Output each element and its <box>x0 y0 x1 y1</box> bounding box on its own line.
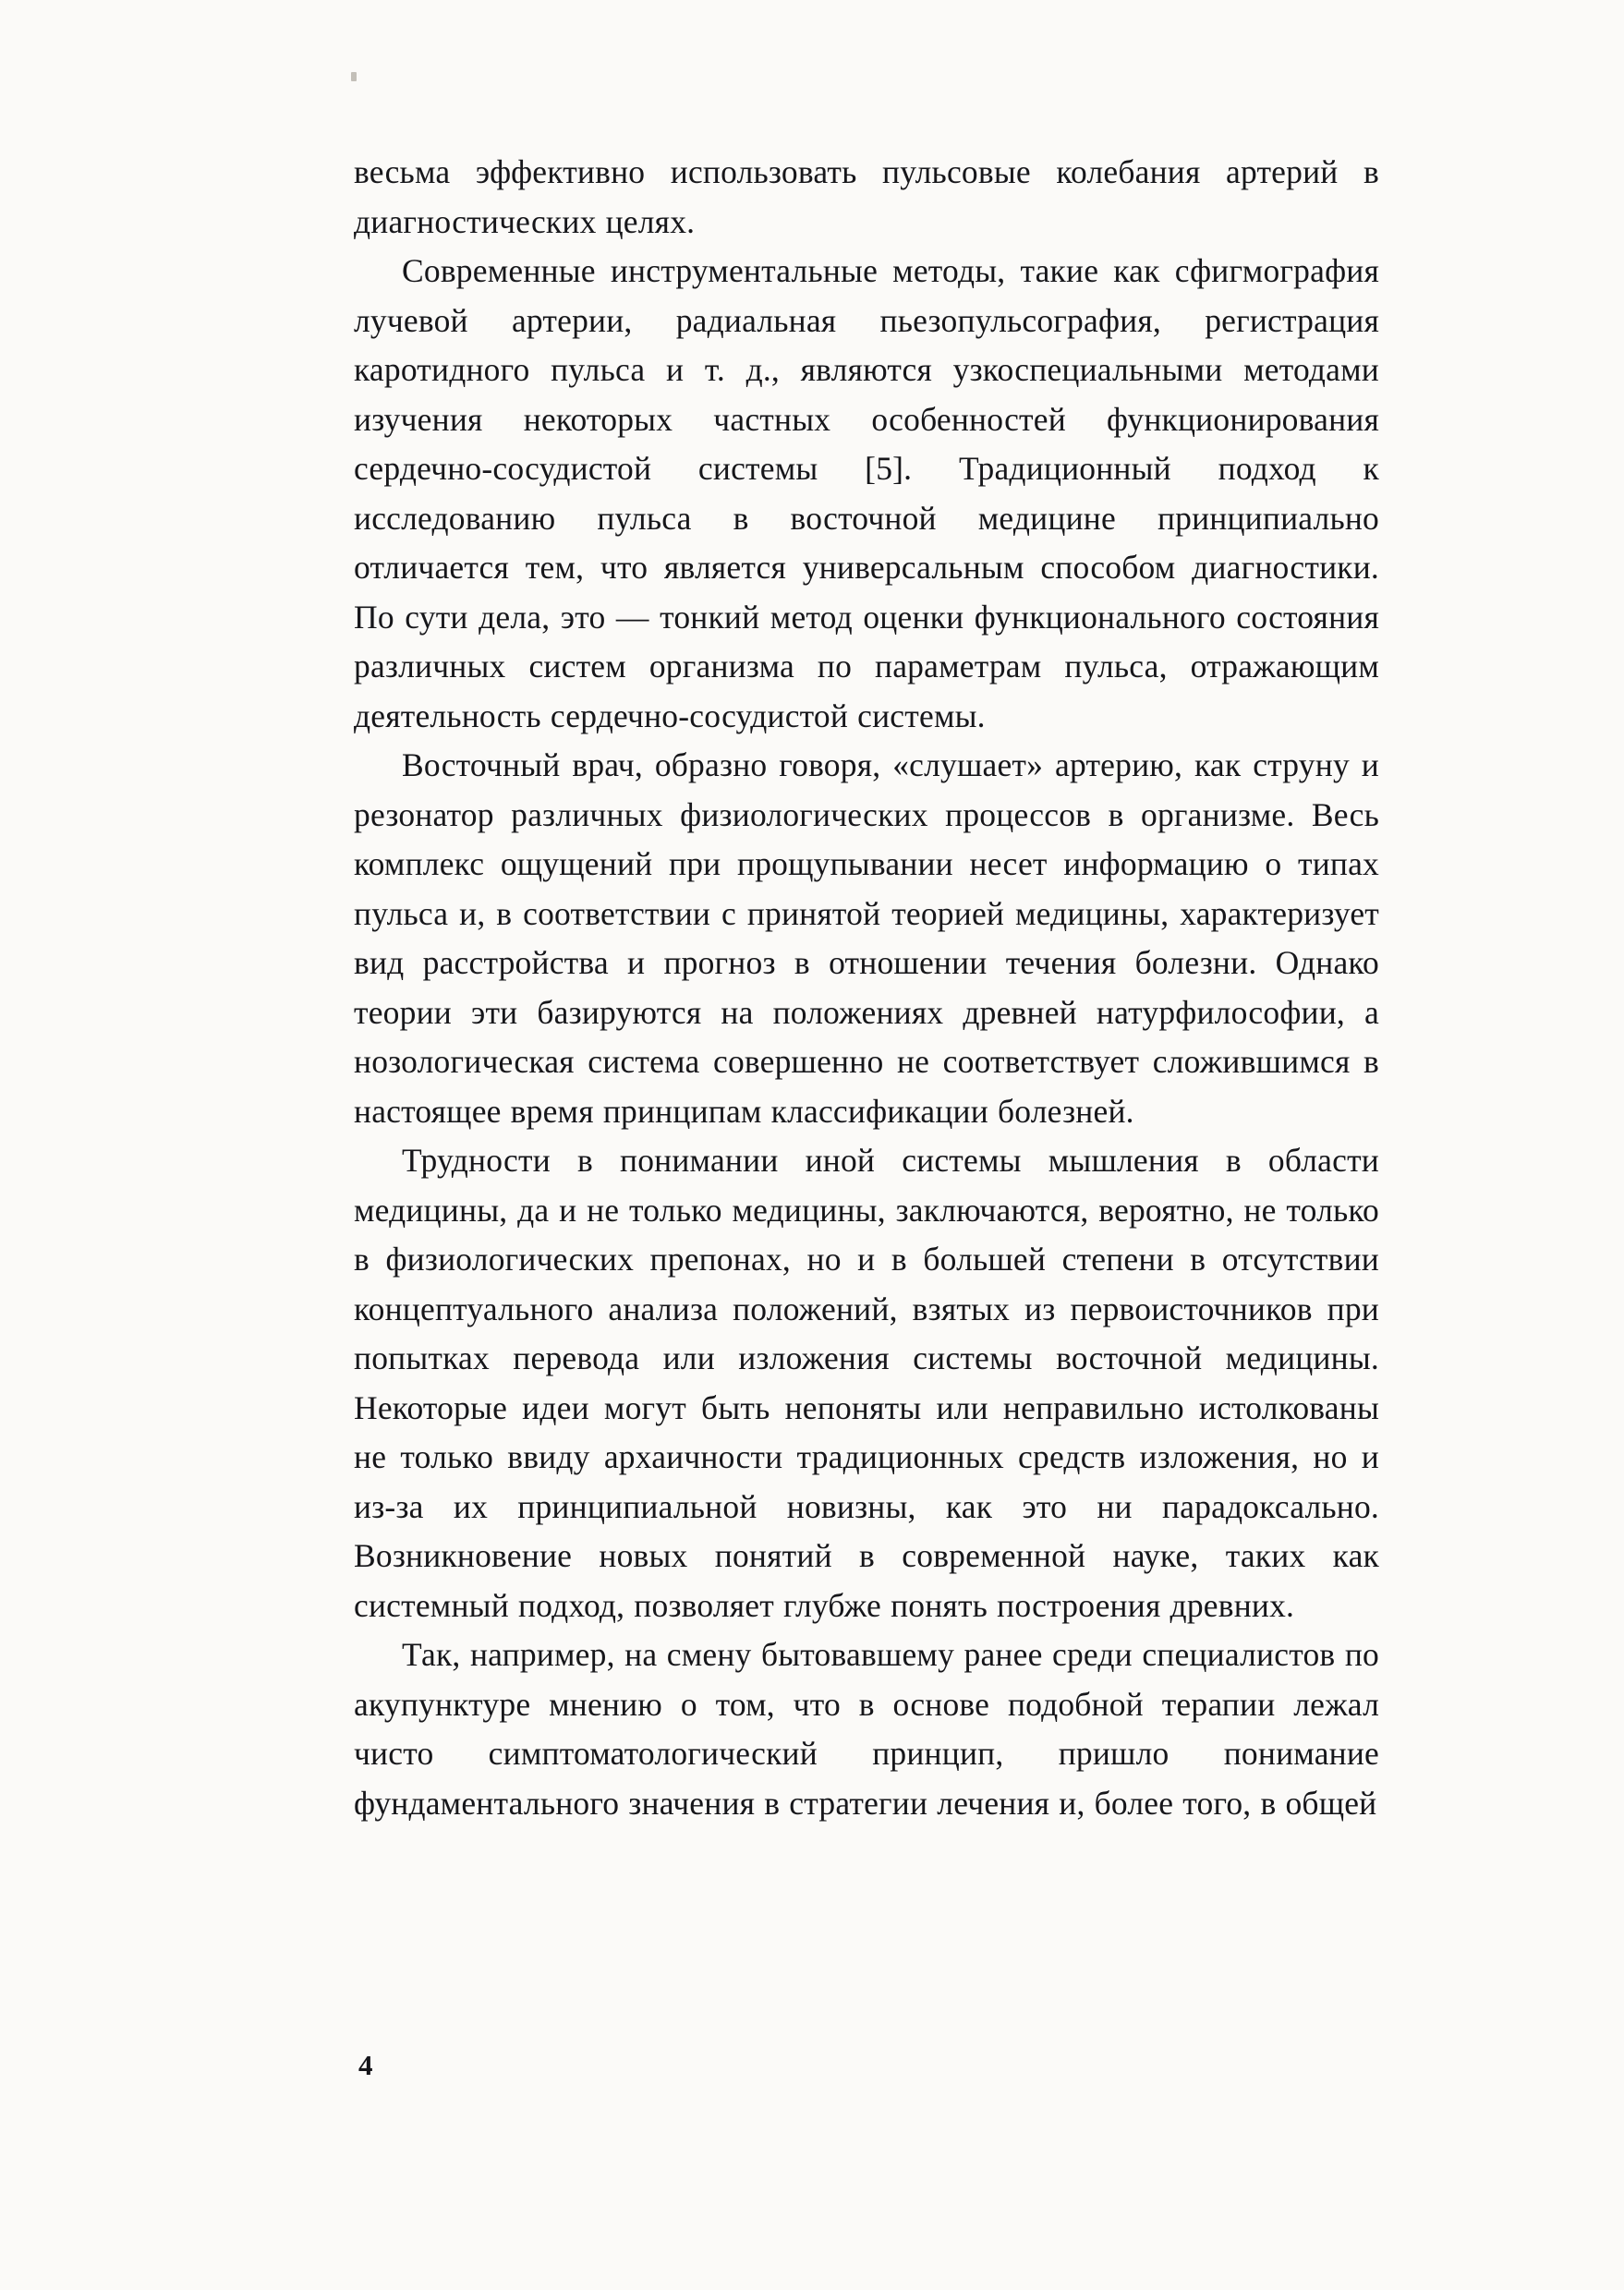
paragraph-4: Трудности в понимании иной системы мышления в области медицины, да и не только медицины, заключаются, вероятно, не только в физиологических препонах, но и в большей степени в отсутствии концептуального анализа положений, взятых из первоисточников при попытках перевода или изложения системы восточной медицины. Некоторые идеи могут быть непоняты или неправильно истолкованы не только ввиду архаичности традиционных средств изложения, но и из-за их принципиальной новизны, как это ни парадоксально. Возникновение новых понятий в современной науке, таких как системный подход, позволяет глубже понять построения древних. <box>354 1142 1379 1624</box>
paragraph-2: Современные инструментальные методы, такие как сфигмография лучевой артерии, радиальная пьезопульсография, регистрация каротидного пульса и т. д., являются узкоспециальными методами изучения некоторых частных особенностей функционирования сердечно-сосудистой системы [5]. Традиционный подход к исследованию пульса в восточной медицине принципиально отличается тем, что является универсальным способом диагностики. По сути дела, это — тонкий метод оценки функционального состояния различных систем организма по параметрам пульса, отражающим деятельность сердечно-сосудистой системы. <box>354 252 1379 734</box>
page-body-text <box>354 148 1379 1828</box>
paragraph-5: Так, например, на смену бытовавшему ранее среди специалистов по акупунктуре мнению о том, что в основе подобной терапии лежал чисто симптоматологический принцип, пришло понимание фундаментального значения в стратегии лечения и, более того, в общей <box>354 1636 1379 1822</box>
paragraph-1: весьма эффективно использовать пульсовые колебания артерий в диагностических целях. <box>354 153 1379 240</box>
scan-artifact-mark <box>351 72 357 81</box>
page-number: 4 <box>358 2049 373 2081</box>
paragraph-3: Восточный врач, образно говоря, «слушает» артерию, как струну и резонатор различных физиологических процессов в организме. Весь комплекс ощущений при прощупывании несет информацию о типах пульса и, в соответствии с принятой теорией медицины, характеризует вид расстройства и прогноз в отношении течения болезни. Однако теории эти базируются на положениях древней натурфилософии, а нозологическая система совершенно не соответствует сложившимся в настоящее время принципам классификации болезней. <box>354 746 1379 1130</box>
